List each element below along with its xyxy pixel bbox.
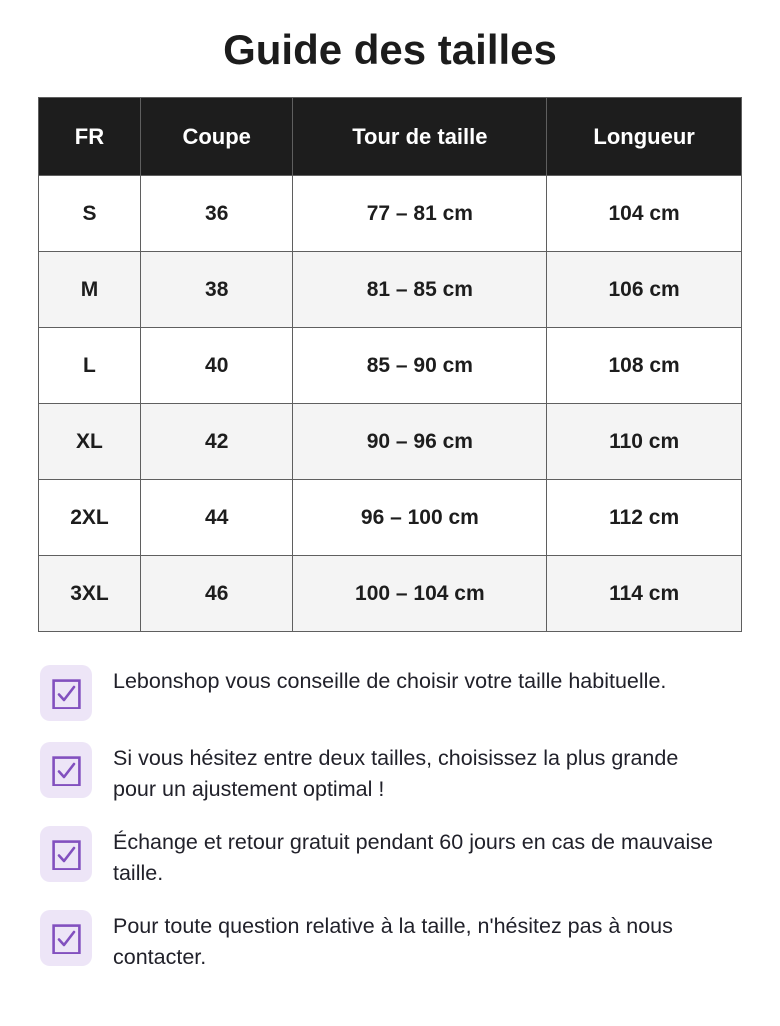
table-cell: 42 bbox=[140, 404, 293, 480]
tip-text: Pour toute question relative à la taille, n'hésitez pas à nous contacter. bbox=[113, 914, 673, 969]
table-cell: 36 bbox=[140, 176, 293, 252]
table-cell: 2XL bbox=[39, 480, 141, 556]
table-cell: 77 – 81 cm bbox=[293, 176, 547, 252]
table-cell: 106 cm bbox=[547, 252, 742, 328]
table-cell: 38 bbox=[140, 252, 293, 328]
tip-text: Lebonshop vous conseille de choisir votre taille habituelle. bbox=[113, 669, 667, 693]
checkbox-checked-icon bbox=[40, 665, 92, 721]
table-cell: 46 bbox=[140, 556, 293, 632]
tips-list bbox=[40, 665, 780, 973]
page-title: Guide des tailles bbox=[223, 26, 557, 73]
checkbox-checked-icon bbox=[40, 910, 92, 966]
table-row bbox=[39, 328, 742, 404]
table-cell: 44 bbox=[140, 480, 293, 556]
table-cell: 108 cm bbox=[547, 328, 742, 404]
table-cell: 110 cm bbox=[547, 404, 742, 480]
table-header-cell: Coupe bbox=[140, 98, 293, 176]
tip-item bbox=[40, 665, 780, 721]
checkbox-checked-icon bbox=[40, 742, 92, 798]
table-cell: XL bbox=[39, 404, 141, 480]
checkbox-checked-icon bbox=[40, 826, 92, 882]
table-cell: M bbox=[39, 252, 141, 328]
table-row bbox=[39, 252, 742, 328]
table-row bbox=[39, 480, 742, 556]
size-table bbox=[38, 97, 742, 632]
table-header-cell: Tour de taille bbox=[293, 98, 547, 176]
table-cell: 85 – 90 cm bbox=[293, 328, 547, 404]
table-header-row bbox=[39, 98, 742, 176]
table-cell: 114 cm bbox=[547, 556, 742, 632]
table-cell: L bbox=[39, 328, 141, 404]
table-row bbox=[39, 176, 742, 252]
table-header-cell: Longueur bbox=[547, 98, 742, 176]
table-cell: 100 – 104 cm bbox=[293, 556, 547, 632]
table-cell: 112 cm bbox=[547, 480, 742, 556]
tip-item bbox=[40, 910, 780, 973]
tip-text: Échange et retour gratuit pendant 60 jours en cas de mauvaise taille. bbox=[113, 830, 713, 885]
table-cell: 3XL bbox=[39, 556, 141, 632]
size-guide-panel bbox=[0, 26, 780, 1026]
tip-item bbox=[40, 742, 780, 805]
table-cell: S bbox=[39, 176, 141, 252]
table-cell: 90 – 96 cm bbox=[293, 404, 547, 480]
table-cell: 40 bbox=[140, 328, 293, 404]
table-row bbox=[39, 556, 742, 632]
table-cell: 96 – 100 cm bbox=[293, 480, 547, 556]
table-row bbox=[39, 404, 742, 480]
table-header-cell: FR bbox=[39, 98, 141, 176]
table-cell: 104 cm bbox=[547, 176, 742, 252]
tip-item bbox=[40, 826, 780, 889]
size-table-body bbox=[39, 176, 742, 632]
tip-text: Si vous hésitez entre deux tailles, choisissez la plus grande pour un ajustement optimal ! bbox=[113, 746, 679, 801]
table-cell: 81 – 85 cm bbox=[293, 252, 547, 328]
